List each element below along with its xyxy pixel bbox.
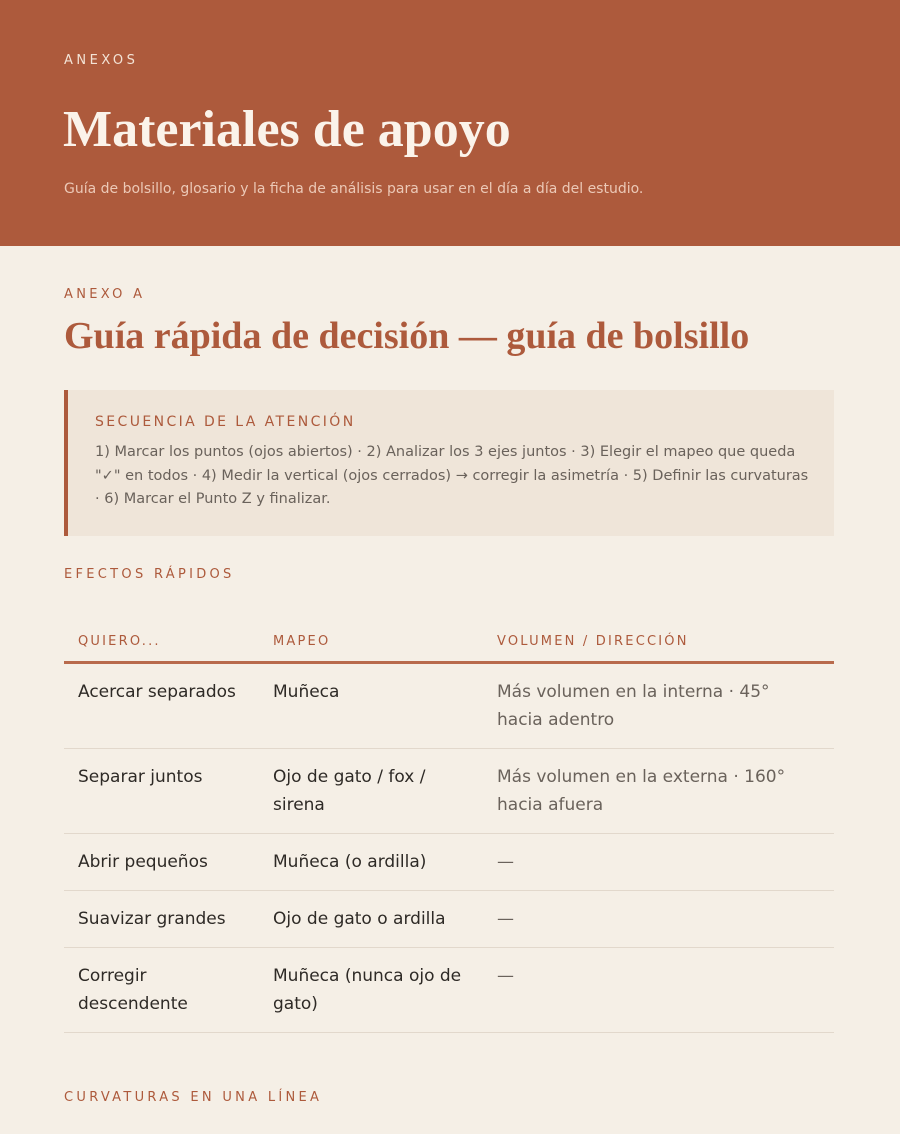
section-title: Guía rápida de decisión — guía de bolsillo xyxy=(64,315,750,357)
section-eyebrow: ANEXO A xyxy=(64,287,146,302)
hero-eyebrow: ANEXOS xyxy=(64,53,139,68)
table-row xyxy=(64,891,834,948)
table-header-row xyxy=(64,621,834,663)
effects-heading: EFECTOS RÁPIDOS xyxy=(64,567,235,582)
cell-mapping: Muñeca xyxy=(259,663,483,749)
cell-goal: Acercar separados xyxy=(64,663,259,749)
column-header-volumen: VOLUMEN / DIRECCIÓN xyxy=(483,621,834,663)
page-title: Materiales de apoyo xyxy=(63,101,511,158)
cell-goal: Suavizar grandes xyxy=(64,891,259,948)
cell-volume: — xyxy=(483,834,834,891)
effects-table xyxy=(64,621,834,1033)
cell-mapping: Muñeca (nunca ojo de gato) xyxy=(259,948,483,1033)
cell-volume: — xyxy=(483,891,834,948)
cell-volume: Más volumen en la externa · 160° hacia afuera xyxy=(483,749,834,834)
cell-goal: Abrir pequeños xyxy=(64,834,259,891)
curvatures-heading: CURVATURAS EN UNA LÍNEA xyxy=(64,1090,323,1105)
cell-volume: Más volumen en la interna · 45° hacia adentro xyxy=(483,663,834,749)
cell-goal: Corregir descendente xyxy=(64,948,259,1033)
cell-goal: Separar juntos xyxy=(64,749,259,834)
hero-banner xyxy=(0,0,900,246)
page-subtitle: Guía de bolsillo, glosario y la ficha de análisis para usar en el día a día del estudio. xyxy=(64,181,644,197)
table-row xyxy=(64,948,834,1033)
attention-sequence-callout xyxy=(64,390,834,536)
table-row xyxy=(64,834,834,891)
callout-label: SECUENCIA DE LA ATENCIÓN xyxy=(95,414,356,430)
cell-mapping: Muñeca (o ardilla) xyxy=(259,834,483,891)
table-row xyxy=(64,663,834,749)
column-header-mapeo: MAPEO xyxy=(259,621,483,663)
callout-text: 1) Marcar los puntos (ojos abiertos) · 2) Analizar los 3 ejes juntos · 3) Elegir el mapeo que queda "✓" en todos · 4) Medir la vertical (ojos cerrados) → corregir la asimetría · 5) Definir las curvaturas · 6) Marcar el Punto Z y finalizar. xyxy=(95,444,809,507)
cell-mapping: Ojo de gato o ardilla xyxy=(259,891,483,948)
table-row xyxy=(64,749,834,834)
column-header-quiero: QUIERO... xyxy=(64,621,259,663)
cell-volume: — xyxy=(483,948,834,1033)
cell-mapping: Ojo de gato / fox / sirena xyxy=(259,749,483,834)
